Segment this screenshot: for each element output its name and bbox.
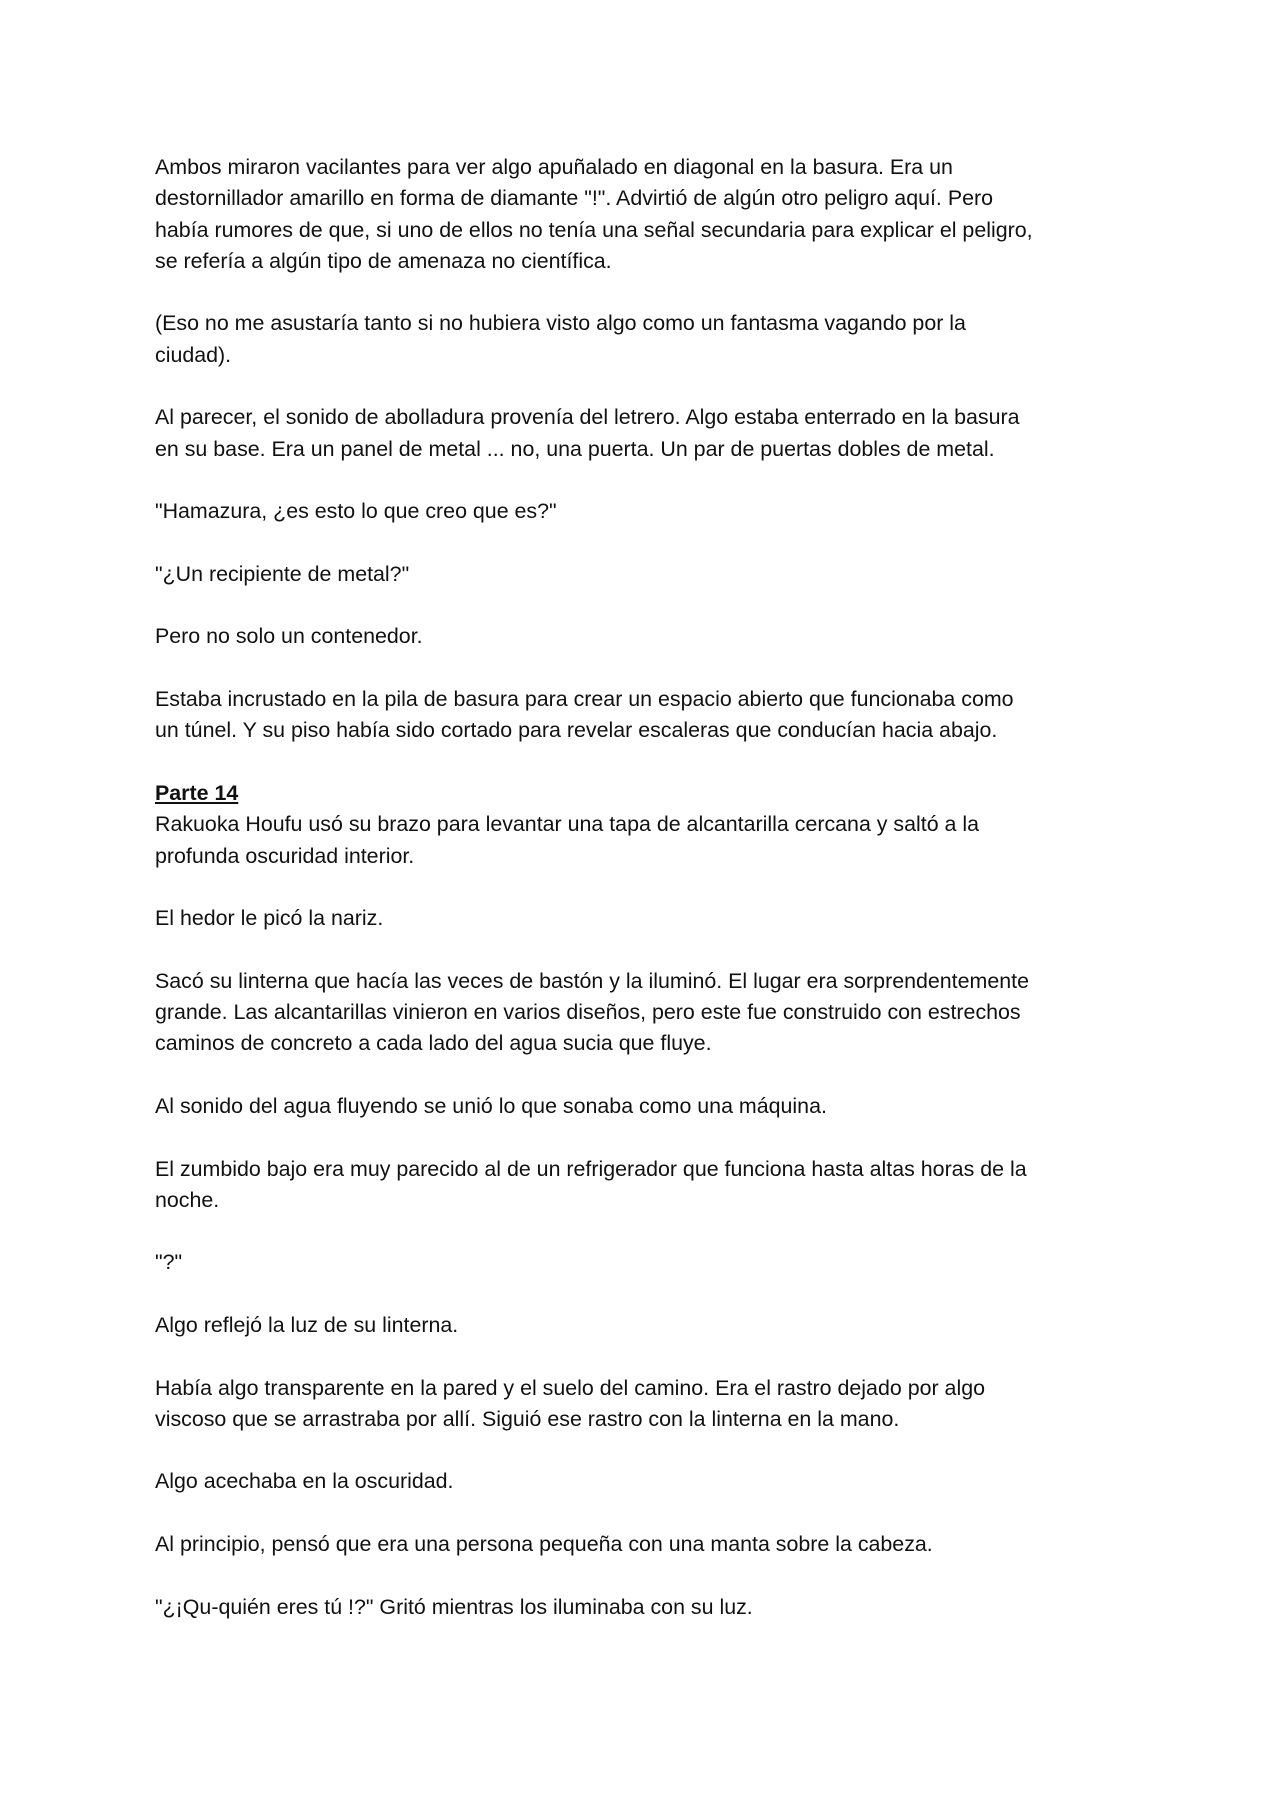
paragraph	[155, 1529, 1155, 1560]
paragraph	[155, 1091, 1155, 1122]
text-line: Al parecer, el sonido de abolladura provenía del letrero. Algo estaba enterrado en la basura	[155, 405, 1020, 430]
paragraph	[155, 1247, 1155, 1278]
text-line: un túnel. Y su piso había sido cortado para revelar escaleras que conducían hacia abajo.	[155, 718, 998, 743]
text-line: había rumores de que, si uno de ellos no tenía una señal secundaria para explicar el peligro,	[155, 217, 1033, 242]
text-line: Había algo transparente en la pared y el suelo del camino. Era el rastro dejado por algo	[155, 1375, 985, 1400]
text-line: Rakuoka Houfu usó su brazo para levantar una tapa de alcantarilla cercana y saltó a la	[155, 812, 980, 837]
text-line: grande. Las alcantarillas vinieron en varios diseños, pero este fue construido con estrechos	[155, 1000, 1021, 1025]
paragraph	[155, 152, 1155, 277]
text-line: El hedor le picó la nariz.	[155, 906, 384, 931]
text-line: "Hamazura, ¿es esto lo que creo que es?"	[155, 499, 557, 524]
paragraph	[155, 966, 1155, 1060]
text-line: caminos de concreto a cada lado del agua sucia que fluye.	[155, 1031, 712, 1056]
paragraph	[155, 559, 1155, 590]
paragraph	[155, 903, 1155, 934]
paragraph	[155, 308, 1155, 371]
text-line: Al sonido del agua fluyendo se unió lo que sonaba como una máquina.	[155, 1093, 827, 1118]
paragraph	[155, 402, 1155, 465]
paragraph	[155, 1310, 1155, 1341]
paragraph	[155, 1154, 1155, 1217]
section	[155, 778, 1155, 872]
text-line: se refería a algún tipo de amenaza no científica.	[155, 248, 612, 273]
text-line: viscoso que se arrastraba por allí. Siguió ese rastro con la linterna en la mano.	[155, 1406, 900, 1431]
section-heading: Parte 14	[155, 780, 239, 805]
document-body	[155, 152, 1155, 1654]
text-line: ciudad).	[155, 342, 232, 367]
text-line: profunda oscuridad interior.	[155, 843, 415, 868]
paragraph	[155, 621, 1155, 652]
paragraph	[155, 1373, 1155, 1436]
text-line: Ambos miraron vacilantes para ver algo apuñalado en diagonal en la basura. Era un	[155, 155, 953, 179]
text-line: "¿Un recipiente de metal?"	[155, 561, 410, 586]
text-line: Algo reflejó la luz de su linterna.	[155, 1312, 459, 1337]
text-line: en su base. Era un panel de metal ... no, una puerta. Un par de puertas dobles de metal.	[155, 436, 995, 461]
text-line: Al principio, pensó que era una persona pequeña con una manta sobre la cabeza.	[155, 1532, 933, 1557]
text-line: Estaba incrustado en la pila de basura para crear un espacio abierto que funcionaba como	[155, 687, 1014, 712]
text-line: noche.	[155, 1187, 220, 1212]
paragraph	[155, 684, 1155, 747]
text-line: "¿¡Qu-quién eres tú !?" Gritó mientras los iluminaba con su luz.	[155, 1594, 753, 1619]
text-line: (Eso no me asustaría tanto si no hubiera visto algo como un fantasma vagando por la	[155, 311, 966, 336]
text-line: destornillador amarillo en forma de diamante "!". Advirtió de algún otro peligro aquí. Pero	[155, 186, 994, 211]
paragraph	[155, 496, 1155, 527]
text-line: Pero no solo un contenedor.	[155, 624, 423, 649]
text-line: "?"	[155, 1250, 183, 1275]
paragraph	[155, 1466, 1155, 1497]
text-line: El zumbido bajo era muy parecido al de un refrigerador que funciona hasta altas horas de la	[155, 1156, 1027, 1181]
paragraph	[155, 1592, 1155, 1623]
text-line: Sacó su linterna que hacía las veces de bastón y la iluminó. El lugar era sorprendentemente	[155, 968, 1029, 993]
text-line: Algo acechaba en la oscuridad.	[155, 1469, 454, 1494]
